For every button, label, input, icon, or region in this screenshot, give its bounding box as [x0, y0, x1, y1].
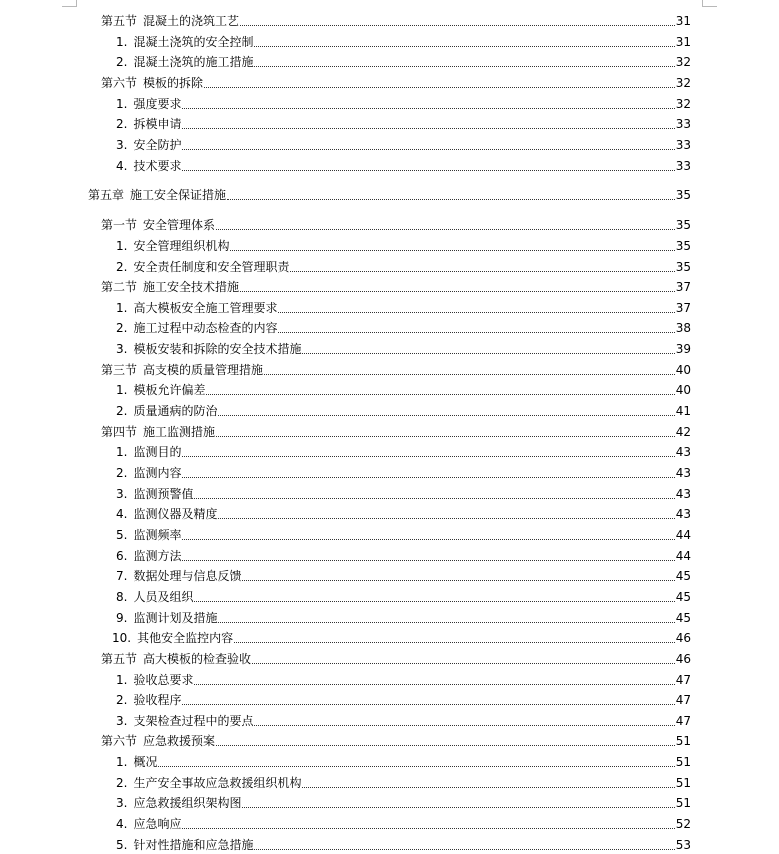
toc-dot-leader [216, 229, 675, 230]
toc-entry[interactable] [101, 212, 691, 232]
toc-entry[interactable] [116, 315, 691, 335]
toc-entry-number: 2. [116, 404, 128, 419]
toc-entry-label: 混凝土浇筑的安全控制 [133, 34, 254, 49]
toc-entry-number: 第六节 [101, 734, 138, 749]
toc-entry-label: 混凝土的浇筑工艺 [143, 14, 240, 28]
toc-page-number: 47 [675, 713, 691, 728]
toc-entry[interactable] [116, 460, 691, 480]
toc-entry-label: 模板安装和拆除的安全技术措施 [133, 342, 302, 357]
toc-dot-leader [182, 149, 674, 150]
toc-entry-label: 应急响应 [133, 817, 182, 832]
toc-entry-number: 1. [116, 445, 128, 460]
toc-page-number: 32 [675, 55, 691, 70]
toc-entry-label: 质量通病的防治 [133, 404, 218, 419]
toc-entry-number: 2. [116, 775, 128, 790]
toc-dot-leader [182, 128, 674, 129]
toc-entry-number: 2. [116, 466, 128, 480]
toc-entry-number: 2. [116, 55, 128, 70]
toc-dot-leader [254, 725, 674, 726]
toc-entry-number: 3. [116, 796, 128, 811]
toc-entry[interactable] [116, 233, 691, 253]
toc-entry-number: 9. [116, 610, 128, 625]
toc-dot-leader [234, 642, 675, 643]
toc-page-number: 43 [675, 507, 691, 522]
toc-entry-number: 第五章 [88, 188, 125, 203]
toc-page-number: 51 [675, 796, 691, 811]
toc-entry-label: 应急救援组织架构图 [133, 796, 242, 811]
toc-entry-label: 安全管理组织机构 [133, 238, 230, 253]
toc-page-number: 45 [675, 610, 691, 625]
toc-entry-number: 2. [116, 117, 128, 132]
toc-entry-label: 验收程序 [133, 693, 182, 708]
toc-entry[interactable] [116, 132, 691, 152]
toc-entry-label: 技术要求 [133, 158, 182, 173]
toc-entry[interactable] [116, 29, 691, 49]
toc-dot-leader [182, 477, 674, 478]
toc-entry-label: 验收总要求 [133, 672, 194, 687]
toc-dot-leader [218, 415, 674, 416]
toc-entry[interactable] [116, 563, 691, 583]
toc-entry-number: 第五节 [101, 14, 138, 28]
toc-entry[interactable] [116, 749, 691, 769]
toc-dot-leader [216, 436, 675, 437]
toc-entry[interactable] [116, 153, 691, 173]
toc-entry-number: 1. [116, 96, 128, 111]
toc-dot-leader [264, 374, 675, 375]
toc-entry-number: 1. [116, 300, 128, 315]
toc-entry[interactable] [116, 584, 691, 604]
toc-entry[interactable] [116, 49, 691, 69]
toc-entry[interactable] [101, 70, 691, 90]
toc-entry-label: 施工安全技术措施 [143, 280, 240, 295]
toc-entry-number: 2. [116, 321, 128, 336]
toc-entry[interactable] [116, 439, 691, 459]
toc-entry-label: 监测目的 [133, 445, 182, 460]
toc-dot-leader [227, 199, 675, 200]
toc-page-number: 42 [675, 424, 691, 439]
toc-entry-number: 2. [116, 693, 128, 708]
toc-dot-leader [302, 353, 674, 354]
toc-page-number: 32 [675, 75, 691, 90]
toc-entry[interactable] [101, 728, 691, 748]
toc-dot-leader [206, 394, 674, 395]
toc-dot-leader [240, 25, 675, 26]
toc-entry-number: 8. [116, 589, 128, 604]
toc-page-number: 46 [675, 651, 691, 666]
toc-page-number: 31 [675, 34, 691, 49]
toc-entry-label: 拆模申请 [133, 117, 182, 132]
toc-page-number: 46 [675, 631, 691, 646]
toc-entry-label: 安全防护 [133, 137, 182, 152]
toc-entry[interactable] [101, 419, 691, 439]
toc-page-number: 43 [675, 466, 691, 480]
toc-entry-label: 高大模板安全施工管理要求 [133, 300, 278, 315]
toc-dot-leader [230, 250, 674, 251]
toc-entry-label: 人员及组织 [133, 589, 194, 604]
toc-page-number: 31 [675, 14, 691, 28]
toc-dot-leader [158, 766, 674, 767]
toc-entry-number: 1. [116, 34, 128, 49]
toc-entry[interactable] [101, 274, 691, 294]
toc-entry-number: 第四节 [101, 424, 138, 439]
toc-entry[interactable] [116, 501, 691, 521]
toc-entry-label: 监测方法 [133, 548, 182, 563]
toc-entry-number: 6. [116, 548, 128, 563]
toc-dot-leader [254, 46, 674, 47]
toc-dot-leader [254, 849, 674, 850]
toc-entry-number: 3. [116, 713, 128, 728]
toc-page-number: 37 [675, 300, 691, 315]
toc-entry[interactable] [101, 357, 691, 377]
toc-entry[interactable] [88, 182, 691, 202]
page-corner-mark-left [62, 0, 77, 7]
toc-entry[interactable] [116, 481, 691, 501]
toc-entry-label: 数据处理与信息反馈 [133, 569, 242, 584]
toc-entry[interactable] [116, 687, 691, 707]
toc-page-number: 43 [675, 445, 691, 460]
toc-dot-leader [182, 539, 674, 540]
toc-entry[interactable] [116, 522, 691, 542]
toc-dot-leader [194, 498, 674, 499]
toc-page-number: 35 [675, 218, 691, 233]
toc-dot-leader [216, 745, 675, 746]
toc-entry-number: 3. [116, 137, 128, 152]
toc-entry[interactable] [112, 625, 691, 645]
toc-dot-leader [204, 87, 675, 88]
toc-entry-number: 1. [116, 383, 128, 398]
toc-entry-label: 针对性措施和应急措施 [133, 837, 254, 852]
toc-entry[interactable] [101, 8, 691, 28]
toc-page-number: 33 [675, 117, 691, 132]
toc-page-number: 35 [675, 259, 691, 274]
toc-page-number: 51 [675, 755, 691, 770]
toc-dot-leader [218, 518, 674, 519]
toc-dot-leader [254, 66, 674, 67]
toc-page-number: 51 [675, 734, 691, 749]
toc-dot-leader [242, 807, 674, 808]
toc-page-number: 45 [675, 569, 691, 584]
toc-entry-label: 监测计划及措施 [133, 610, 218, 625]
toc-page-number: 38 [675, 321, 691, 336]
toc-page-number: 44 [675, 527, 691, 542]
toc-entry-label: 监测仪器及精度 [133, 507, 218, 522]
toc-entry-label: 支架检查过程中的要点 [133, 713, 254, 728]
toc-entry[interactable] [116, 91, 691, 111]
toc-entry[interactable] [116, 111, 691, 131]
toc-entry-number: 5. [116, 527, 128, 542]
toc-entry-number: 4. [116, 817, 128, 832]
toc-entry[interactable] [116, 377, 691, 397]
toc-entry-number: 第三节 [101, 362, 138, 377]
toc-page-number: 39 [675, 342, 691, 357]
toc-entry-number: 1. [116, 755, 128, 770]
toc-entry-label: 混凝土浇筑的施工措施 [133, 55, 254, 70]
toc-entry-label: 安全管理体系 [143, 218, 216, 233]
toc-entry[interactable] [116, 543, 691, 563]
toc-page-number: 40 [675, 362, 691, 377]
toc-entry[interactable] [116, 336, 691, 356]
toc-entry-label: 安全责任制度和安全管理职责 [133, 259, 290, 274]
toc-page-number: 43 [675, 486, 691, 501]
toc-dot-leader [278, 312, 674, 313]
toc-dot-leader [182, 170, 674, 171]
toc-entry[interactable] [116, 295, 691, 315]
toc-page-number: 40 [675, 383, 691, 398]
toc-page-number: 32 [675, 96, 691, 111]
toc-entry-number: 7. [116, 569, 128, 584]
toc-entry-label: 模板的拆除 [143, 75, 204, 90]
toc-entry-number: 第一节 [101, 218, 138, 233]
toc-dot-leader [182, 560, 674, 561]
toc-dot-leader [182, 704, 674, 705]
toc-page-number: 37 [675, 280, 691, 295]
toc-dot-leader [242, 580, 674, 581]
toc-dot-leader [290, 271, 674, 272]
toc-entry-label: 高支模的质量管理措施 [143, 362, 264, 377]
toc-entry[interactable] [116, 790, 691, 810]
toc-entry-number: 5. [116, 837, 128, 852]
toc-dot-leader [302, 787, 674, 788]
toc-entry-number: 10. [112, 631, 132, 646]
toc-dot-leader [182, 456, 674, 457]
toc-entry-label: 监测预警值 [133, 486, 194, 501]
toc-entry-label: 施工过程中动态检查的内容 [133, 321, 278, 336]
toc-entry[interactable] [116, 605, 691, 625]
toc-entry[interactable] [116, 811, 691, 831]
toc-entry-number: 3. [116, 342, 128, 357]
toc-page-number: 47 [675, 693, 691, 708]
toc-entry-number: 第二节 [101, 280, 138, 295]
toc-entry[interactable] [116, 398, 691, 418]
toc-entry-label: 施工监测措施 [143, 424, 216, 439]
toc-page-number: 35 [675, 238, 691, 253]
toc-entry-label: 强度要求 [133, 96, 182, 111]
toc-page-number: 33 [675, 158, 691, 173]
toc-dot-leader [252, 663, 675, 664]
toc-page-number: 44 [675, 548, 691, 563]
toc-entry-label: 生产安全事故应急救援组织机构 [133, 775, 302, 790]
toc-dot-leader [182, 108, 674, 109]
toc-entry-label: 监测内容 [133, 466, 182, 480]
toc-entry-label: 模板允许偏差 [133, 383, 206, 398]
toc-entry[interactable] [116, 667, 691, 687]
page-corner-mark-right [702, 0, 717, 7]
toc-entry-label: 应急救援预案 [143, 734, 216, 749]
toc-entry-label: 监测频率 [133, 527, 182, 542]
toc-page-number: 41 [675, 404, 691, 419]
toc-entry[interactable] [116, 770, 691, 790]
toc-entry-number: 1. [116, 238, 128, 253]
toc-entry-label: 高大模板的检查验收 [143, 651, 252, 666]
toc-page-number: 47 [675, 672, 691, 687]
toc-dot-leader [194, 601, 674, 602]
toc-entry-number: 4. [116, 507, 128, 522]
toc-dot-leader [218, 622, 674, 623]
toc-page-number: 33 [675, 137, 691, 152]
toc-page-number: 51 [675, 775, 691, 790]
toc-entry[interactable] [116, 832, 691, 852]
toc-dot-leader [194, 684, 674, 685]
toc-dot-leader [240, 291, 675, 292]
toc-entry-label: 概况 [133, 755, 158, 770]
toc-entry-label: 施工安全保证措施 [130, 188, 227, 203]
toc-entry-number: 第六节 [101, 75, 138, 90]
toc-page-number: 52 [675, 817, 691, 832]
toc-entry-number: 第五节 [101, 651, 138, 666]
toc-entry[interactable] [116, 708, 691, 728]
toc-dot-leader [182, 828, 674, 829]
toc-page-number: 35 [675, 188, 691, 203]
toc-page-number: 53 [675, 837, 691, 852]
toc-entry-number: 1. [116, 672, 128, 687]
toc-entry[interactable] [101, 646, 691, 666]
toc-entry-label: 其他安全监控内容 [137, 631, 234, 646]
toc-entry-number: 2. [116, 259, 128, 274]
toc-entry-number: 3. [116, 486, 128, 501]
toc-entry-number: 4. [116, 158, 128, 173]
toc-entry[interactable] [116, 254, 691, 274]
toc-dot-leader [278, 332, 674, 333]
toc-page-number: 45 [675, 589, 691, 604]
